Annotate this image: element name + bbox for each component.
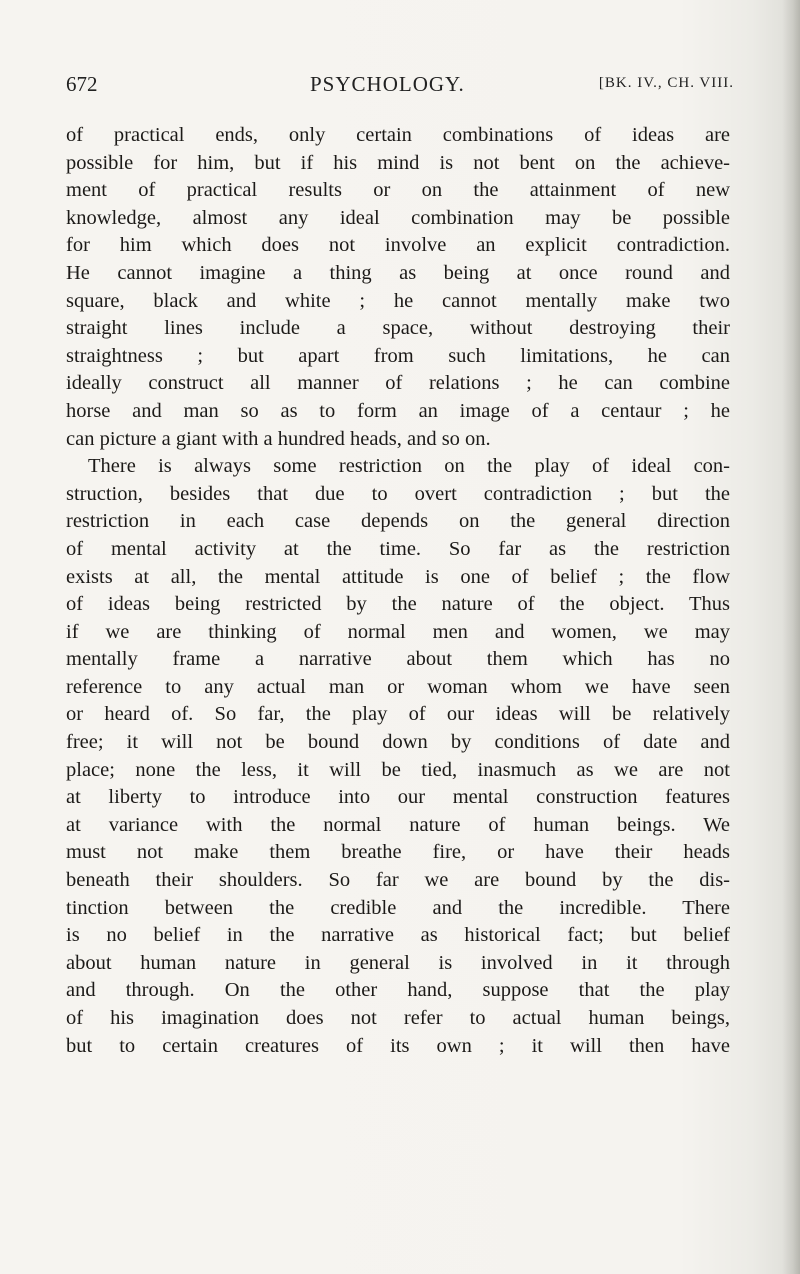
text-line: of ideas being restricted by the nature of the object. Thus — [66, 593, 730, 616]
page-edge-shadow — [782, 0, 800, 1274]
text-line: horse and man so as to form an image of a centaur ; he — [66, 399, 730, 422]
text-line: place; none the less, it will be tied, inasmuch as we are not — [66, 758, 730, 781]
body-text — [66, 122, 730, 1060]
text-line: if we are thinking of normal men and women, we may — [66, 620, 730, 643]
text-line: possible for him, but if his mind is not bent on the achieve- — [66, 151, 730, 174]
text-line: He cannot imagine a thing as being at once round and — [66, 261, 730, 284]
text-line: ment of practical results or on the attainment of new — [66, 179, 730, 202]
section-reference: [BK. IV., CH. VIII. — [598, 75, 734, 91]
text-line: or heard of. So far, the play of our ideas will be relatively — [66, 703, 730, 726]
text-line: tinction between the credible and the incredible. There — [66, 896, 730, 919]
text-line: restriction in each case depends on the general direction — [66, 510, 730, 533]
text-line: and through. On the other hand, suppose that the play — [66, 979, 730, 1002]
text-line: ideally construct all manner of relations ; he can combine — [66, 372, 730, 395]
text-line: can picture a giant with a hundred heads, and so on. — [66, 427, 491, 450]
text-line: of his imagination does not refer to actual human beings, — [66, 1007, 730, 1029]
text-line: beneath their shoulders. So far we are bound by the dis- — [66, 869, 730, 892]
text-line: straightness ; but apart from such limitations, he can — [66, 344, 730, 367]
running-header — [66, 72, 734, 106]
text-line: but to certain creatures of its own ; it will then have — [66, 1034, 730, 1057]
running-title: PSYCHOLOGY. — [310, 72, 465, 96]
text-line: for him which does not involve an explicit contradiction. — [66, 234, 730, 257]
text-line: is no belief in the narrative as historical fact; but belief — [66, 924, 730, 947]
text-line: of practical ends, only certain combinations of ideas are — [66, 124, 730, 146]
text-line: free; it will not be bound down by conditions of date and — [66, 731, 730, 754]
text-line: straight lines include a space, without destroying their — [66, 317, 730, 340]
text-line: knowledge, almost any ideal combination may be possible — [66, 206, 730, 229]
text-line: exists at all, the mental attitude is one of belief ; the flow — [66, 565, 730, 588]
text-line: mentally frame a narrative about them which has no — [66, 648, 730, 671]
text-line: square, black and white ; he cannot mentally make two — [66, 289, 730, 312]
text-line: reference to any actual man or woman whom we have seen — [66, 675, 730, 698]
text-line: at variance with the normal nature of human beings. We — [66, 813, 730, 836]
page-number: 672 — [66, 72, 98, 96]
text-line: must not make them breathe fire, or have their heads — [66, 841, 730, 864]
text-line: about human nature in general is involved in it through — [66, 951, 730, 974]
text-line: of mental activity at the time. So far as the restriction — [66, 537, 730, 560]
text-line: at liberty to introduce into our mental construction features — [66, 786, 730, 809]
text-line: struction, besides that due to overt contradiction ; but the — [66, 482, 730, 505]
text-line-paragraph-start: There is always some restriction on the play of ideal con- — [88, 455, 730, 478]
